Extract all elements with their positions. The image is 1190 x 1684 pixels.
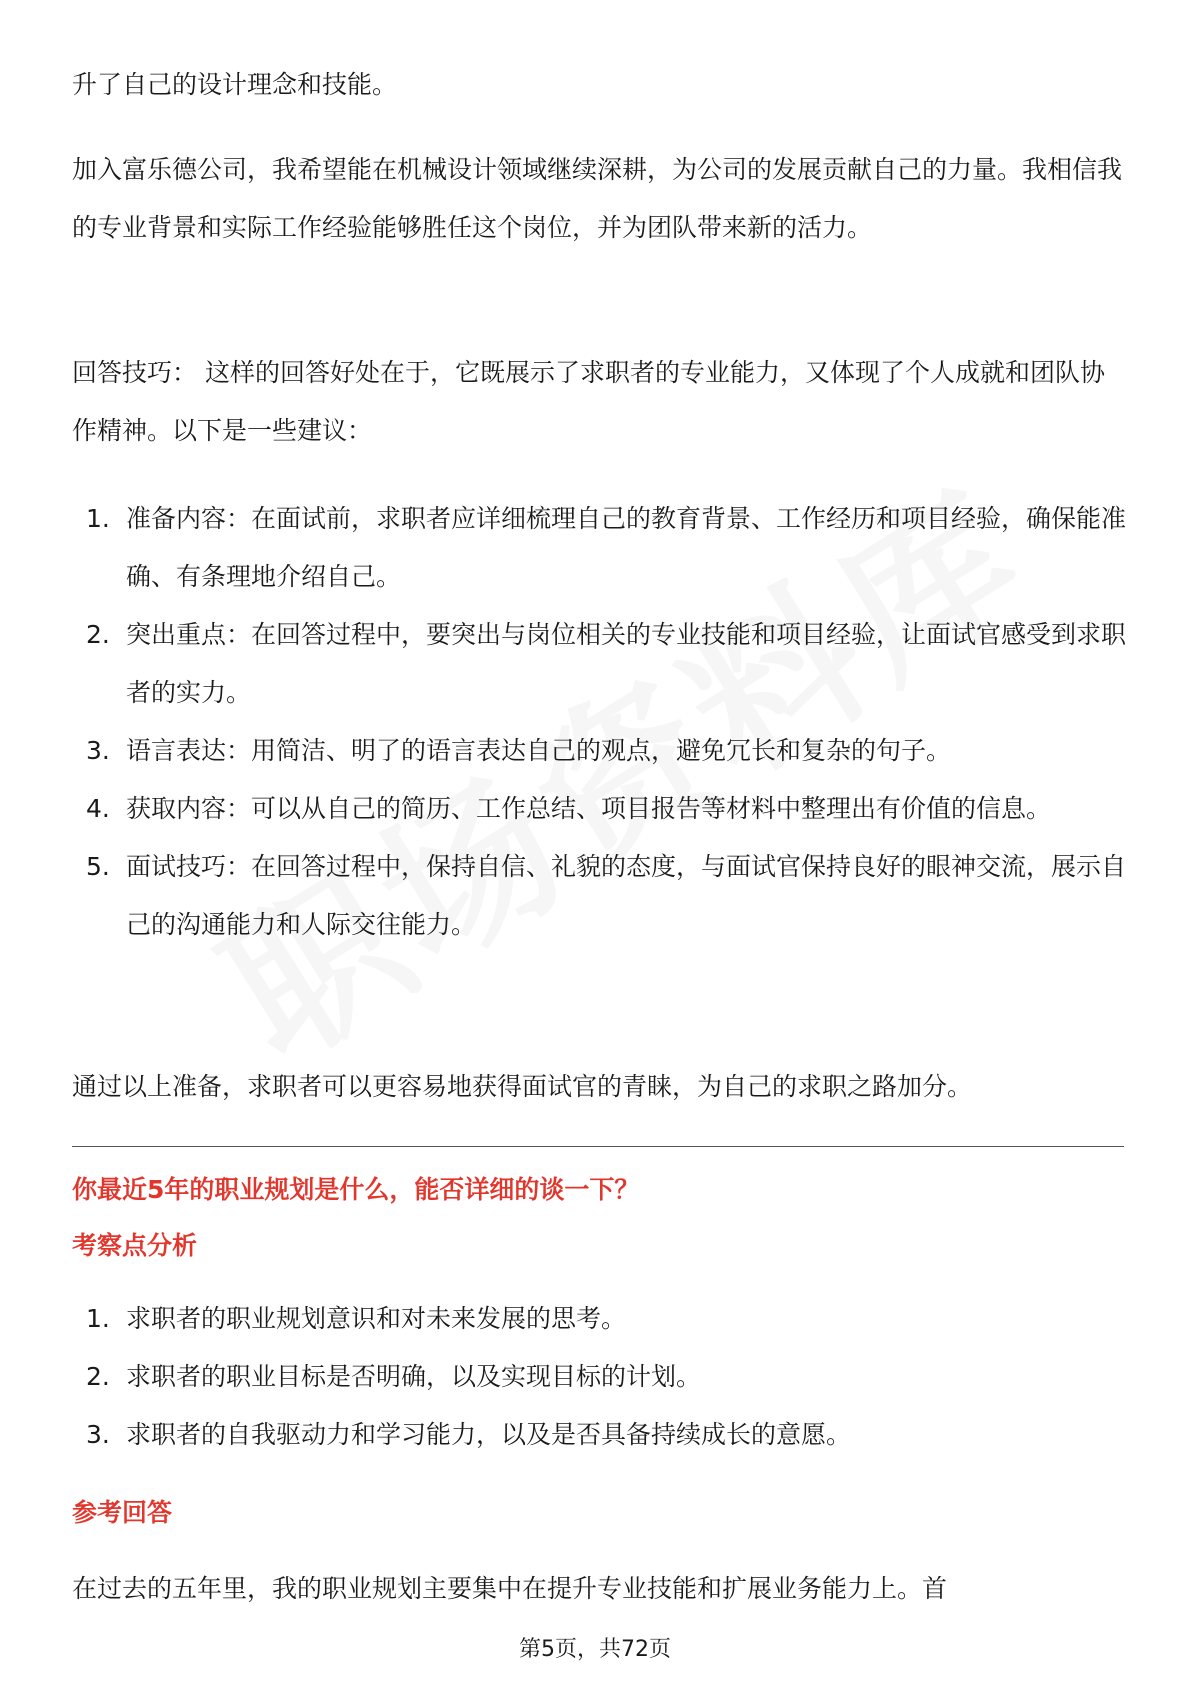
list-number: 4. <box>86 794 110 823</box>
list-number: 3. <box>86 1420 110 1449</box>
paragraph-answer-tips: 回答技巧： 这样的回答好处在于，它既展示了求职者的专业能力，又体现了个人成就和团队协作精神。以下是一些建议： <box>72 358 1105 445</box>
analysis-list <box>72 1290 1128 1464</box>
paragraph-join-company: 加入富乐德公司，我希望能在机械设计领域继续深耕，为公司的发展贡献自己的力量。我相信我的专业背景和实际工作经验能够胜任这个岗位，并为团队带来新的活力。 <box>72 155 1123 242</box>
question-title: 你最近5年的职业规划是什么，能否详细的谈一下？ <box>72 1175 640 1204</box>
paragraph-answer-start: 在过去的五年里，我的职业规划主要集中在提升专业技能和扩展业务能力上。首 <box>72 1574 948 1603</box>
page-footer: 第5页，共72页 <box>519 1637 671 1662</box>
answer-heading: 参考回答 <box>72 1498 173 1527</box>
section-divider <box>72 1146 1124 1147</box>
list-item <box>72 606 1128 722</box>
list-number: 5. <box>86 852 110 881</box>
list-item-text: 面试技巧：在回答过程中，保持自信、礼貌的态度，与面试官保持良好的眼神交流，展示自己的沟通能力和人际交往能力。 <box>126 852 1127 939</box>
tips-list <box>72 490 1128 954</box>
list-number: 1. <box>86 1304 110 1333</box>
list-item <box>72 838 1128 954</box>
list-item-text: 获取内容：可以从自己的简历、工作总结、项目报告等材料中整理出有价值的信息。 <box>126 794 1052 823</box>
list-number: 1. <box>86 504 110 533</box>
list-item <box>72 490 1128 606</box>
list-item-text: 求职者的自我驱动力和学习能力，以及是否具备持续成长的意愿。 <box>126 1420 852 1449</box>
list-item <box>72 722 1128 780</box>
list-item <box>72 1290 1128 1348</box>
paragraph-conclusion: 通过以上准备，求职者可以更容易地获得面试官的青睐，为自己的求职之路加分。 <box>72 1072 973 1101</box>
list-item <box>72 1406 1128 1464</box>
list-item-text: 语言表达：用简洁、明了的语言表达自己的观点，避免冗长和复杂的句子。 <box>126 736 952 765</box>
list-item-text: 突出重点：在回答过程中，要突出与岗位相关的专业技能和项目经验，让面试官感受到求职者的实力。 <box>126 620 1127 707</box>
list-item <box>72 1348 1128 1406</box>
list-item-text: 准备内容：在面试前，求职者应详细梳理自己的教育背景、工作经历和项目经验，确保能准确、有条理地介绍自己。 <box>126 504 1127 591</box>
list-item <box>72 780 1128 838</box>
list-number: 2. <box>86 1362 110 1391</box>
list-number: 3. <box>86 736 110 765</box>
paragraph-continuation: 升了自己的设计理念和技能。 <box>72 70 398 99</box>
list-item-text: 求职者的职业规划意识和对未来发展的思考。 <box>126 1304 627 1333</box>
list-number: 2. <box>86 620 110 649</box>
analysis-heading: 考察点分析 <box>72 1231 198 1260</box>
list-item-text: 求职者的职业目标是否明确，以及实现目标的计划。 <box>126 1362 702 1391</box>
